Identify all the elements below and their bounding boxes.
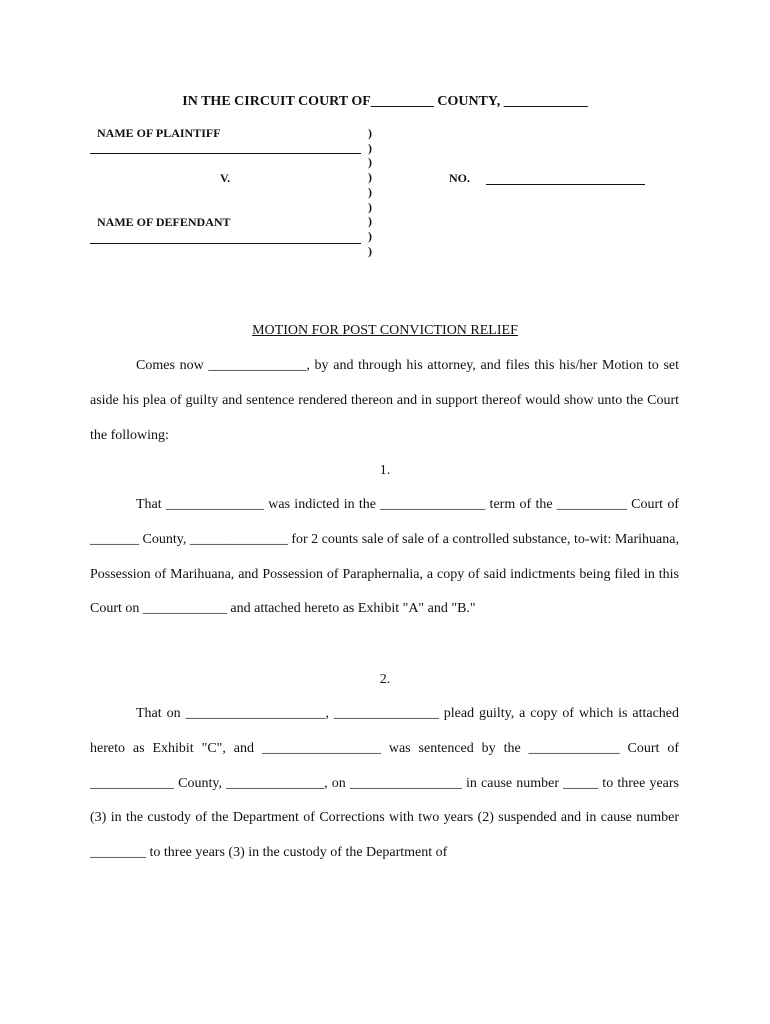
section-1-paragraph: That ______________ was indicted in the _______________ term of the __________ Court of _______ County, ______________ for 2 counts sale of sale of a controlled substance, to-wit: Marihuana, Possession of Marihuana, and Possession of Paraphernalia, a copy of said indictments being filed in this Court on ____________ and attached hereto as Exhibit "A" and "B." (90, 497, 679, 617)
versus-label: V. (220, 171, 231, 185)
defendant-label: NAME OF DEFENDANT (97, 215, 231, 229)
motion-title: MOTION FOR POST CONVICTION RELIEF (252, 323, 518, 338)
section-number-1: 1. (379, 463, 391, 478)
plaintiff-name-line (90, 153, 361, 154)
plaintiff-label: NAME OF PLAINTIFF (97, 126, 221, 140)
caption-parentheses: ) ) ) ) ) ) ) ) ) (368, 126, 372, 258)
intro-paragraph: Comes now ______________, by and through his attorney, and files this his/her Motion to set aside his plea of guilty and sentence rendered thereon and in support thereof would show unto the Court the following: (90, 358, 679, 443)
section-number-2: 2. (379, 672, 391, 687)
section-2-paragraph: That on ____________________, _______________ plead guilty, a copy of which is attached hereto as Exhibit "C", and _________________ was sentenced by the _____________ Court of ____________ County, ______________, on ________________ in cause number _____ to three years (3) in the custody of the Department of Corrections with two years (2) suspended and in cause number ________ to three years (3) in the custody of the Department of (90, 706, 679, 861)
case-number-line (486, 184, 645, 185)
defendant-name-line (90, 243, 361, 244)
case-number-label: NO. (449, 171, 470, 185)
court-title: IN THE CIRCUIT COURT OF_________ COUNTY, ____________ (182, 94, 588, 109)
